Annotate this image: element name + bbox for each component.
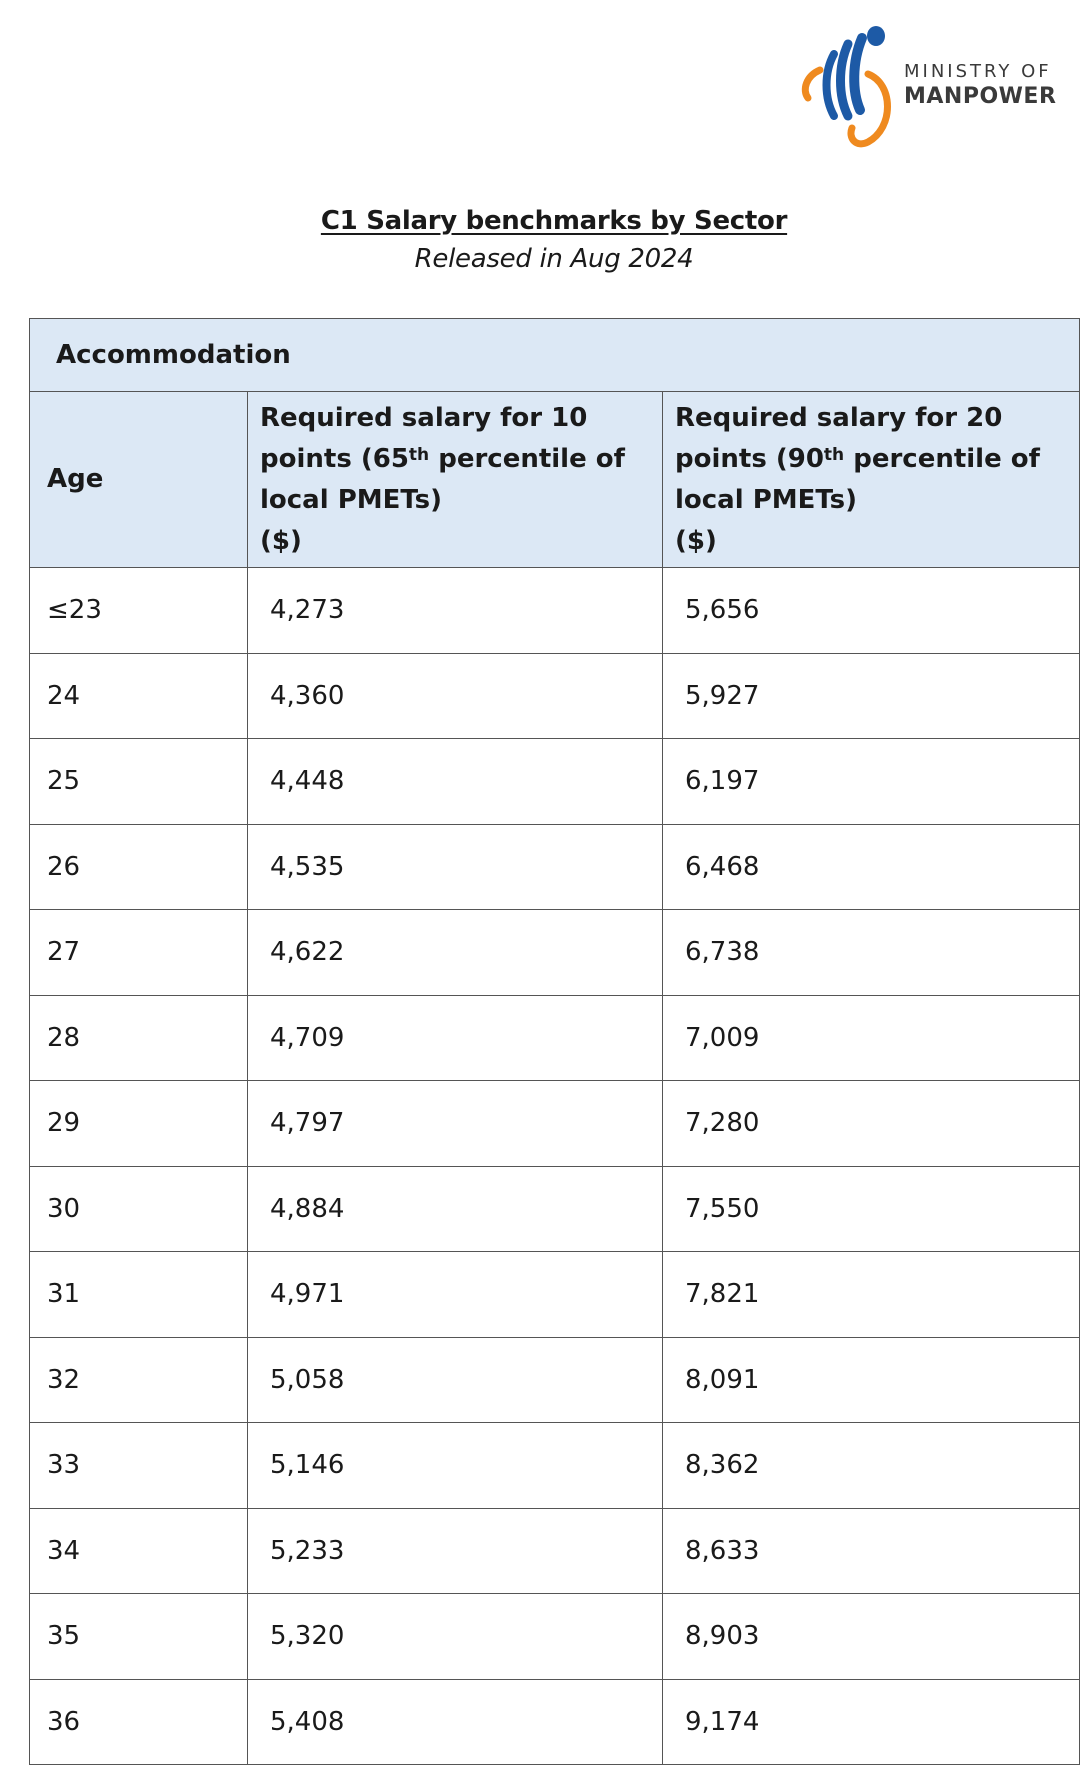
age-cell: 35: [30, 1594, 248, 1680]
ministry-logo: [798, 24, 1070, 164]
header-20-text-suffix: percentile of local PMETs): [675, 443, 1040, 515]
salary-10-points-cell: 5,408: [248, 1679, 663, 1765]
salary-10-points-cell: 4,622: [248, 910, 663, 996]
age-cell: 36: [30, 1679, 248, 1765]
column-header-10-points: [248, 392, 663, 568]
salary-10-points-cell: 4,535: [248, 824, 663, 910]
logo-line-ministry-of: MINISTRY OF: [904, 61, 1052, 82]
header-10-text-suffix: percentile of local PMETs): [260, 443, 625, 515]
document-subtitle: Released in Aug 2024: [414, 244, 694, 274]
salary-10-points-cell: 4,709: [248, 995, 663, 1081]
age-cell: 33: [30, 1423, 248, 1509]
salary-20-points-cell: 6,468: [663, 824, 1080, 910]
salary-20-points-cell: 8,362: [663, 1423, 1080, 1509]
salary-20-points-cell: 5,656: [663, 568, 1080, 654]
header-10-ordinal: th: [408, 444, 430, 465]
table-row: [30, 824, 1080, 910]
table-row: [30, 1594, 1080, 1680]
header-20-unit: ($): [675, 525, 717, 556]
ministry-logo-mark-icon: [798, 24, 898, 164]
table-row: [30, 1423, 1080, 1509]
age-cell: 24: [30, 653, 248, 739]
header-10-unit: ($): [260, 525, 302, 556]
table-row: [30, 739, 1080, 825]
salary-20-points-cell: 6,738: [663, 910, 1080, 996]
table-row: [30, 1252, 1080, 1338]
table-row: [30, 568, 1080, 654]
salary-10-points-cell: 4,360: [248, 653, 663, 739]
salary-20-points-cell: 7,280: [663, 1081, 1080, 1167]
salary-20-points-cell: 7,550: [663, 1166, 1080, 1252]
header-20-ordinal: th: [823, 444, 845, 465]
age-cell: 28: [30, 995, 248, 1081]
salary-20-points-cell: 9,174: [663, 1679, 1080, 1765]
age-cell: 31: [30, 1252, 248, 1338]
age-cell: ≤23: [30, 568, 248, 654]
table-row: [30, 1337, 1080, 1423]
table-row: [30, 1508, 1080, 1594]
sector-heading: Accommodation: [30, 319, 1080, 392]
table-row: [30, 1679, 1080, 1765]
salary-20-points-cell: 8,633: [663, 1508, 1080, 1594]
age-cell: 27: [30, 910, 248, 996]
salary-10-points-cell: 4,884: [248, 1166, 663, 1252]
salary-benchmark-table: [29, 318, 1080, 1765]
salary-10-points-cell: 5,320: [248, 1594, 663, 1680]
age-cell: 30: [30, 1166, 248, 1252]
salary-10-points-cell: 4,273: [248, 568, 663, 654]
salary-10-points-cell: 5,058: [248, 1337, 663, 1423]
salary-20-points-cell: 7,821: [663, 1252, 1080, 1338]
salary-10-points-cell: 4,971: [248, 1252, 663, 1338]
column-header-20-points: [663, 392, 1080, 568]
salary-10-points-cell: 5,233: [248, 1508, 663, 1594]
salary-20-points-cell: 7,009: [663, 995, 1080, 1081]
salary-20-points-cell: 5,927: [663, 653, 1080, 739]
table-row: [30, 995, 1080, 1081]
salary-10-points-cell: 4,448: [248, 739, 663, 825]
salary-20-points-cell: 6,197: [663, 739, 1080, 825]
age-cell: 32: [30, 1337, 248, 1423]
header-20-text-prefix: Required salary for 20 points (90: [675, 402, 1003, 474]
column-header-age: Age: [30, 392, 248, 568]
table-row: [30, 653, 1080, 739]
table-row: [30, 910, 1080, 996]
sector-row: [30, 319, 1080, 392]
salary-20-points-cell: 8,903: [663, 1594, 1080, 1680]
age-cell: 25: [30, 739, 248, 825]
salary-20-points-cell: 8,091: [663, 1337, 1080, 1423]
ministry-logo-text: [904, 60, 1056, 110]
column-header-row: [30, 392, 1080, 568]
document-title: C1 Salary benchmarks by Sector: [320, 206, 788, 236]
salary-10-points-cell: 5,146: [248, 1423, 663, 1509]
table-row: [30, 1166, 1080, 1252]
age-cell: 26: [30, 824, 248, 910]
header-10-text-prefix: Required salary for 10 points (65: [260, 402, 588, 474]
age-cell: 29: [30, 1081, 248, 1167]
age-cell: 34: [30, 1508, 248, 1594]
logo-line-manpower: MANPOWER: [904, 84, 1057, 109]
salary-10-points-cell: 4,797: [248, 1081, 663, 1167]
table-row: [30, 1081, 1080, 1167]
